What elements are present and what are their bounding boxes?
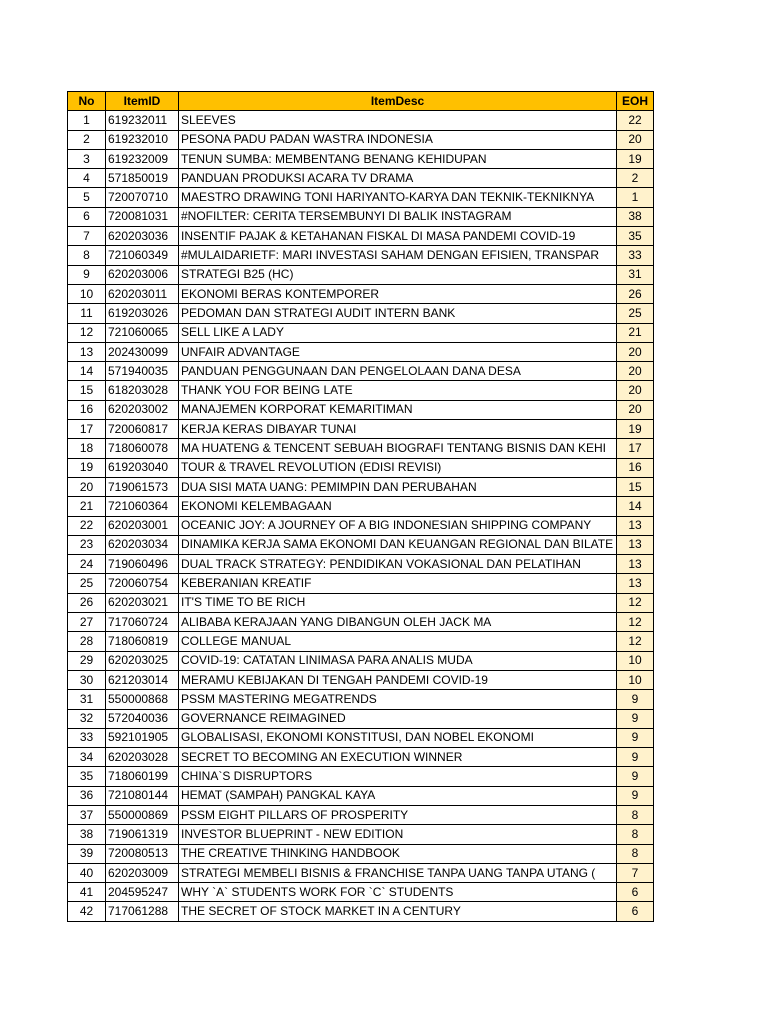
cell-itemid: 621203014 — [106, 670, 179, 689]
cell-itemid: 721060349 — [106, 246, 179, 265]
cell-itemid: 717060724 — [106, 613, 179, 632]
table-row — [68, 748, 654, 767]
cell-no: 18 — [68, 439, 106, 458]
cell-itemid: 721080144 — [106, 786, 179, 805]
cell-eoh: 1 — [617, 188, 654, 207]
cell-no: 28 — [68, 632, 106, 651]
cell-itemdesc: TENUN SUMBA: MEMBENTANG BENANG KEHIDUPAN — [179, 149, 617, 168]
cell-itemid: 571940035 — [106, 362, 179, 381]
cell-eoh: 16 — [617, 458, 654, 477]
header-itemdesc: ItemDesc — [179, 92, 617, 111]
cell-itemdesc: INVESTOR BLUEPRINT - NEW EDITION — [179, 825, 617, 844]
cell-itemdesc: PESONA PADU PADAN WASTRA INDONESIA — [179, 130, 617, 149]
cell-no: 12 — [68, 323, 106, 342]
cell-no: 6 — [68, 207, 106, 226]
cell-itemdesc: INSENTIF PAJAK & KETAHANAN FISKAL DI MASA PANDEMI COVID-19 — [179, 227, 617, 246]
cell-no: 25 — [68, 574, 106, 593]
cell-eoh: 12 — [617, 593, 654, 612]
cell-no: 17 — [68, 420, 106, 439]
cell-eoh: 22 — [617, 111, 654, 130]
cell-no: 20 — [68, 477, 106, 496]
table-row — [68, 149, 654, 168]
table-body — [68, 111, 654, 921]
cell-itemdesc: THANK YOU FOR BEING LATE — [179, 381, 617, 400]
cell-eoh: 8 — [617, 825, 654, 844]
cell-no: 14 — [68, 362, 106, 381]
cell-itemid: 720081031 — [106, 207, 179, 226]
table-row — [68, 651, 654, 670]
cell-eoh: 13 — [617, 555, 654, 574]
cell-itemid: 204595247 — [106, 883, 179, 902]
cell-eoh: 31 — [617, 265, 654, 284]
cell-eoh: 25 — [617, 304, 654, 323]
cell-no: 34 — [68, 748, 106, 767]
header-row — [68, 92, 654, 111]
cell-itemdesc: MA HUATENG & TENCENT SEBUAH BIOGRAFI TENTANG BISNIS DAN KEHI — [179, 439, 617, 458]
cell-itemdesc: GLOBALISASI, EKONOMI KONSTITUSI, DAN NOBEL EKONOMI — [179, 728, 617, 747]
cell-eoh: 6 — [617, 883, 654, 902]
table-row — [68, 400, 654, 419]
cell-itemdesc: #MULAIDARIETF: MARI INVESTASI SAHAM DENGAN EFISIEN, TRANSPAR — [179, 246, 617, 265]
cell-itemid: 572040036 — [106, 709, 179, 728]
cell-no: 11 — [68, 304, 106, 323]
cell-no: 37 — [68, 805, 106, 824]
cell-itemid: 721060364 — [106, 497, 179, 516]
cell-itemid: 718060819 — [106, 632, 179, 651]
cell-no: 40 — [68, 863, 106, 882]
table-row — [68, 709, 654, 728]
cell-itemid: 620203006 — [106, 265, 179, 284]
cell-eoh: 20 — [617, 400, 654, 419]
cell-no: 26 — [68, 593, 106, 612]
cell-eoh: 19 — [617, 149, 654, 168]
cell-no: 30 — [68, 670, 106, 689]
table-row — [68, 342, 654, 361]
cell-itemdesc: ALIBABA KERAJAAN YANG DIBANGUN OLEH JACK MA — [179, 613, 617, 632]
inventory-table — [67, 91, 654, 922]
cell-eoh: 13 — [617, 574, 654, 593]
cell-itemid: 719060496 — [106, 555, 179, 574]
cell-no: 10 — [68, 284, 106, 303]
cell-itemid: 717061288 — [106, 902, 179, 921]
cell-itemdesc: COLLEGE MANUAL — [179, 632, 617, 651]
table-row — [68, 555, 654, 574]
table-row — [68, 111, 654, 130]
cell-itemdesc: STRATEGI MEMBELI BISNIS & FRANCHISE TANPA UANG TANPA UTANG ( — [179, 863, 617, 882]
cell-itemdesc: IT'S TIME TO BE RICH — [179, 593, 617, 612]
cell-no: 5 — [68, 188, 106, 207]
cell-eoh: 9 — [617, 786, 654, 805]
cell-no: 21 — [68, 497, 106, 516]
cell-eoh: 17 — [617, 439, 654, 458]
cell-eoh: 6 — [617, 902, 654, 921]
cell-itemid: 571850019 — [106, 169, 179, 188]
cell-eoh: 20 — [617, 130, 654, 149]
cell-itemid: 620203028 — [106, 748, 179, 767]
cell-itemid: 718060199 — [106, 767, 179, 786]
cell-eoh: 14 — [617, 497, 654, 516]
table-row — [68, 497, 654, 516]
table-row — [68, 265, 654, 284]
table-row — [68, 825, 654, 844]
cell-itemdesc: THE CREATIVE THINKING HANDBOOK — [179, 844, 617, 863]
cell-itemdesc: TOUR & TRAVEL REVOLUTION (EDISI REVISI) — [179, 458, 617, 477]
cell-eoh: 10 — [617, 670, 654, 689]
cell-no: 24 — [68, 555, 106, 574]
cell-itemid: 620203009 — [106, 863, 179, 882]
cell-itemid: 619203040 — [106, 458, 179, 477]
table-row — [68, 535, 654, 554]
cell-itemdesc: OCEANIC JOY: A JOURNEY OF A BIG INDONESIAN SHIPPING COMPANY — [179, 516, 617, 535]
table-row — [68, 632, 654, 651]
cell-no: 19 — [68, 458, 106, 477]
cell-itemid: 720080513 — [106, 844, 179, 863]
cell-eoh: 20 — [617, 362, 654, 381]
cell-itemdesc: MAESTRO DRAWING TONI HARIYANTO-KARYA DAN TEKNIK-TEKNIKNYA — [179, 188, 617, 207]
table-row — [68, 227, 654, 246]
header-eoh: EOH — [617, 92, 654, 111]
cell-itemdesc: DUA SISI MATA UANG: PEMIMPIN DAN PERUBAHAN — [179, 477, 617, 496]
cell-eoh: 9 — [617, 728, 654, 747]
cell-no: 3 — [68, 149, 106, 168]
cell-eoh: 9 — [617, 748, 654, 767]
cell-itemdesc: SLEEVES — [179, 111, 617, 130]
cell-itemid: 719061319 — [106, 825, 179, 844]
cell-eoh: 10 — [617, 651, 654, 670]
cell-itemdesc: GOVERNANCE REIMAGINED — [179, 709, 617, 728]
cell-eoh: 15 — [617, 477, 654, 496]
table-row — [68, 516, 654, 535]
cell-itemid: 619232009 — [106, 149, 179, 168]
cell-itemdesc: KEBERANIAN KREATIF — [179, 574, 617, 593]
cell-no: 31 — [68, 690, 106, 709]
cell-eoh: 8 — [617, 805, 654, 824]
cell-no: 7 — [68, 227, 106, 246]
table-row — [68, 246, 654, 265]
cell-itemid: 550000868 — [106, 690, 179, 709]
table-row — [68, 207, 654, 226]
table-row — [68, 477, 654, 496]
cell-no: 36 — [68, 786, 106, 805]
cell-no: 23 — [68, 535, 106, 554]
table-row — [68, 169, 654, 188]
cell-itemid: 620203036 — [106, 227, 179, 246]
cell-itemdesc: MANAJEMEN KORPORAT KEMARITIMAN — [179, 400, 617, 419]
cell-itemid: 619203026 — [106, 304, 179, 323]
table-row — [68, 458, 654, 477]
cell-eoh: 9 — [617, 767, 654, 786]
table-row — [68, 593, 654, 612]
cell-no: 15 — [68, 381, 106, 400]
cell-no: 27 — [68, 613, 106, 632]
table-row — [68, 304, 654, 323]
table-row — [68, 786, 654, 805]
cell-itemdesc: PSSM EIGHT PILLARS OF PROSPERITY — [179, 805, 617, 824]
table-row — [68, 728, 654, 747]
cell-itemdesc: CHINA`S DISRUPTORS — [179, 767, 617, 786]
cell-eoh: 9 — [617, 690, 654, 709]
cell-itemdesc: SELL LIKE A LADY — [179, 323, 617, 342]
table-row — [68, 844, 654, 863]
cell-itemid: 720060754 — [106, 574, 179, 593]
cell-itemid: 620203001 — [106, 516, 179, 535]
table-row — [68, 690, 654, 709]
table-row — [68, 381, 654, 400]
cell-eoh: 13 — [617, 516, 654, 535]
table-row — [68, 188, 654, 207]
table-row — [68, 613, 654, 632]
cell-itemid: 619232010 — [106, 130, 179, 149]
cell-itemdesc: PSSM MASTERING MEGATRENDS — [179, 690, 617, 709]
cell-itemdesc: THE SECRET OF STOCK MARKET IN A CENTURY — [179, 902, 617, 921]
cell-itemid: 618203028 — [106, 381, 179, 400]
cell-eoh: 20 — [617, 381, 654, 400]
cell-no: 29 — [68, 651, 106, 670]
cell-eoh: 21 — [617, 323, 654, 342]
cell-no: 22 — [68, 516, 106, 535]
cell-no: 2 — [68, 130, 106, 149]
cell-eoh: 8 — [617, 844, 654, 863]
table-row — [68, 767, 654, 786]
cell-no: 8 — [68, 246, 106, 265]
cell-eoh: 33 — [617, 246, 654, 265]
cell-itemid: 718060078 — [106, 439, 179, 458]
cell-no: 16 — [68, 400, 106, 419]
cell-no: 35 — [68, 767, 106, 786]
cell-itemdesc: STRATEGI B25 (HC) — [179, 265, 617, 284]
cell-itemdesc: DINAMIKA KERJA SAMA EKONOMI DAN KEUANGAN REGIONAL DAN BILATE — [179, 535, 617, 554]
cell-no: 4 — [68, 169, 106, 188]
cell-itemdesc: SECRET TO BECOMING AN EXECUTION WINNER — [179, 748, 617, 767]
cell-itemdesc: PANDUAN PRODUKSI ACARA TV DRAMA — [179, 169, 617, 188]
cell-itemid: 620203021 — [106, 593, 179, 612]
cell-eoh: 2 — [617, 169, 654, 188]
table-row — [68, 574, 654, 593]
cell-eoh: 26 — [617, 284, 654, 303]
cell-itemid: 720070710 — [106, 188, 179, 207]
cell-itemdesc: UNFAIR ADVANTAGE — [179, 342, 617, 361]
cell-eoh: 19 — [617, 420, 654, 439]
table-row — [68, 902, 654, 921]
cell-itemdesc: HEMAT (SAMPAH) PANGKAL KAYA — [179, 786, 617, 805]
cell-itemdesc: EKONOMI BERAS KONTEMPORER — [179, 284, 617, 303]
cell-itemdesc: DUAL TRACK STRATEGY: PENDIDIKAN VOKASIONAL DAN PELATIHAN — [179, 555, 617, 574]
cell-itemdesc: EKONOMI KELEMBAGAAN — [179, 497, 617, 516]
cell-itemdesc: PANDUAN PENGGUNAAN DAN PENGELOLAAN DANA DESA — [179, 362, 617, 381]
cell-itemdesc: MERAMU KEBIJAKAN DI TENGAH PANDEMI COVID-19 — [179, 670, 617, 689]
cell-no: 13 — [68, 342, 106, 361]
cell-itemdesc: #NOFILTER: CERITA TERSEMBUNYI DI BALIK INSTAGRAM — [179, 207, 617, 226]
cell-itemid: 720060817 — [106, 420, 179, 439]
cell-itemdesc: COVID-19: CATATAN LINIMASA PARA ANALIS MUDA — [179, 651, 617, 670]
cell-no: 33 — [68, 728, 106, 747]
cell-no: 1 — [68, 111, 106, 130]
table-row — [68, 863, 654, 882]
cell-itemid: 620203025 — [106, 651, 179, 670]
table-row — [68, 805, 654, 824]
cell-eoh: 35 — [617, 227, 654, 246]
header-no: No — [68, 92, 106, 111]
cell-eoh: 38 — [617, 207, 654, 226]
cell-eoh: 7 — [617, 863, 654, 882]
cell-no: 38 — [68, 825, 106, 844]
cell-itemid: 719061573 — [106, 477, 179, 496]
cell-eoh: 12 — [617, 632, 654, 651]
cell-itemid: 550000869 — [106, 805, 179, 824]
cell-eoh: 13 — [617, 535, 654, 554]
cell-itemid: 202430099 — [106, 342, 179, 361]
table-row — [68, 323, 654, 342]
cell-eoh: 9 — [617, 709, 654, 728]
cell-itemid: 721060065 — [106, 323, 179, 342]
cell-no: 41 — [68, 883, 106, 902]
cell-itemdesc: WHY `A` STUDENTS WORK FOR `C` STUDENTS — [179, 883, 617, 902]
cell-eoh: 20 — [617, 342, 654, 361]
header-itemid: ItemID — [106, 92, 179, 111]
cell-eoh: 12 — [617, 613, 654, 632]
cell-itemid: 620203011 — [106, 284, 179, 303]
table-row — [68, 284, 654, 303]
table-row — [68, 420, 654, 439]
cell-itemid: 592101905 — [106, 728, 179, 747]
table-row — [68, 130, 654, 149]
cell-itemdesc: PEDOMAN DAN STRATEGI AUDIT INTERN BANK — [179, 304, 617, 323]
cell-no: 9 — [68, 265, 106, 284]
cell-itemid: 619232011 — [106, 111, 179, 130]
table-row — [68, 439, 654, 458]
cell-no: 39 — [68, 844, 106, 863]
cell-itemid: 620203034 — [106, 535, 179, 554]
table-row — [68, 670, 654, 689]
cell-no: 32 — [68, 709, 106, 728]
cell-no: 42 — [68, 902, 106, 921]
cell-itemdesc: KERJA KERAS DIBAYAR TUNAI — [179, 420, 617, 439]
table-row — [68, 883, 654, 902]
table-row — [68, 362, 654, 381]
cell-itemid: 620203002 — [106, 400, 179, 419]
